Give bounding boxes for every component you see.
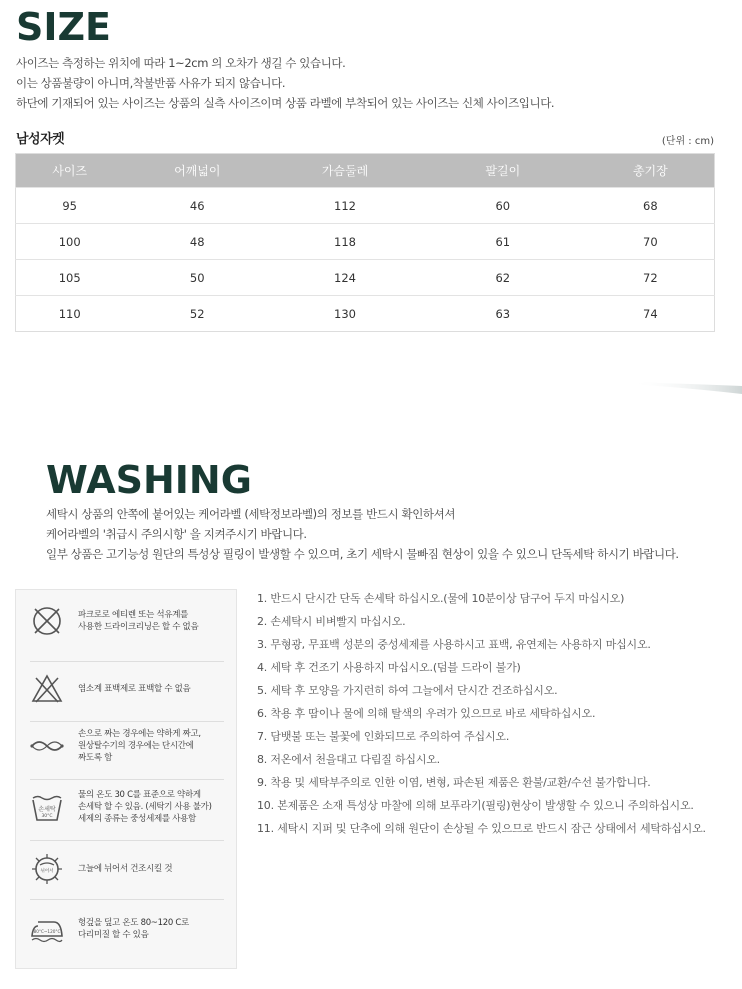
iron-cloth-icon bbox=[30, 912, 64, 946]
care-item bbox=[30, 789, 224, 825]
table-cell: 46 bbox=[123, 188, 271, 224]
instruction-item: 2. 손세탁시 비벼빨지 마십시오. bbox=[257, 615, 406, 628]
care-item bbox=[30, 604, 224, 638]
care-text: 헝겊을 덮고 온도 80~120 C로 다리미질 할 수 있음 bbox=[78, 918, 189, 940]
size-table bbox=[15, 153, 715, 332]
table-cell: 124 bbox=[271, 260, 419, 296]
instruction-item: 8. 저온에서 천을대고 다림질 하십시오. bbox=[257, 753, 440, 766]
table-cell: 60 bbox=[419, 188, 587, 224]
svg-text:30°C: 30°C bbox=[41, 814, 53, 819]
no-bleach-icon bbox=[30, 672, 64, 706]
table-cell: 110 bbox=[16, 296, 124, 332]
shade-dry-icon bbox=[30, 852, 64, 886]
table-cell: 63 bbox=[419, 296, 587, 332]
care-item bbox=[30, 912, 224, 946]
table-cell: 105 bbox=[16, 260, 124, 296]
care-item bbox=[30, 728, 224, 764]
instruction-item: 4. 세탁 후 건조기 사용하지 마십시오.(덤블 드라이 불가) bbox=[257, 661, 521, 674]
size-title: SIZE bbox=[16, 5, 112, 49]
divider bbox=[30, 840, 224, 841]
care-item bbox=[30, 852, 224, 886]
table-row bbox=[16, 188, 715, 224]
size-note: 하단에 기재되어 있는 사이즈는 상품의 실측 사이즈이며 상품 라벨에 부착되어 있는 사이즈는 신체 사이즈입니다. bbox=[16, 96, 555, 110]
divider bbox=[30, 661, 224, 662]
column-header: 가슴둘레 bbox=[271, 154, 419, 188]
table-cell: 68 bbox=[587, 188, 715, 224]
table-header-row bbox=[16, 154, 715, 188]
instruction-item: 7. 담뱃불 또는 불꽃에 인화되므로 주의하여 주십시오. bbox=[257, 730, 510, 743]
decorative-divider bbox=[630, 372, 742, 400]
care-text: 손으로 짜는 경우에는 약하게 짜고, 원상탈수기의 경우에는 단시간에 짜도록 함 bbox=[78, 729, 201, 763]
table-row bbox=[16, 224, 715, 260]
product-subtitle: 남성자켓 bbox=[16, 132, 65, 147]
column-header: 사이즈 bbox=[16, 154, 124, 188]
care-text: 파크로로 에티렌 또는 석유계를 사용한 드라이크리닝은 할 수 없음 bbox=[78, 610, 199, 632]
instruction-item: 9. 착용 및 세탁부주의로 인한 이염, 변형, 파손된 제품은 환불/교환/수선 불가합니다. bbox=[257, 776, 651, 789]
size-note: 이는 상품불량이 아니며,착불반품 사유가 되지 않습니다. bbox=[16, 76, 286, 90]
table-cell: 118 bbox=[271, 224, 419, 260]
size-note: 사이즈는 측정하는 위치에 따라 1~2cm 의 오차가 생길 수 있습니다. bbox=[16, 56, 346, 70]
svg-text:뉘어서: 뉘어서 bbox=[40, 869, 54, 874]
instruction-item: 1. 반드시 단시간 단독 손세탁 하십시오.(물에 10분이상 담구어 두지 마십시오) bbox=[257, 592, 625, 605]
table-cell: 130 bbox=[271, 296, 419, 332]
washing-instructions bbox=[257, 592, 717, 845]
washing-note: 일부 상품은 고기능성 원단의 특성상 필링이 발생할 수 있으며, 초기 세탁시 물빠짐 현상이 있을 수 있으니 단독세탁 하시기 바랍니다. bbox=[46, 547, 679, 561]
table-cell: 48 bbox=[123, 224, 271, 260]
hand-wring-icon bbox=[30, 729, 64, 763]
table-row bbox=[16, 296, 715, 332]
divider bbox=[30, 779, 224, 780]
instruction-item: 11. 세탁시 지퍼 및 단추에 의해 원단이 손상될 수 있으므로 반드시 잠근 상태에서 세탁하십시오. bbox=[257, 822, 706, 835]
care-item bbox=[30, 672, 224, 706]
column-header: 어깨넓이 bbox=[123, 154, 271, 188]
table-cell: 70 bbox=[587, 224, 715, 260]
table-cell: 112 bbox=[271, 188, 419, 224]
column-header: 총기장 bbox=[587, 154, 715, 188]
instruction-item: 5. 세탁 후 모양을 가지런히 하여 그늘에서 단시간 건조하십시오. bbox=[257, 684, 558, 697]
svg-text:손세탁: 손세탁 bbox=[38, 806, 56, 813]
table-cell: 74 bbox=[587, 296, 715, 332]
care-label-panel bbox=[15, 589, 237, 969]
care-text: 그늘에 뉘어서 건조시킬 것 bbox=[78, 864, 173, 874]
instruction-item: 3. 무형광, 무표백 성분의 중성세제를 사용하시고 표백, 유연제는 사용하지 마십시오. bbox=[257, 638, 651, 651]
table-cell: 100 bbox=[16, 224, 124, 260]
washing-title: WASHING bbox=[46, 458, 252, 502]
unit-label: (단위 : cm) bbox=[661, 136, 714, 147]
instruction-item: 6. 착용 후 땀이나 물에 의해 탈색의 우려가 있으므로 바로 세탁하십시오. bbox=[257, 707, 596, 720]
instruction-item: 10. 본제품은 소재 특성상 마찰에 의해 보푸라기(필링)현상이 발생할 수 있으니 주의하십시오. bbox=[257, 799, 694, 812]
no-dry-clean-icon bbox=[30, 604, 64, 638]
divider bbox=[30, 721, 224, 722]
column-header: 팔길이 bbox=[419, 154, 587, 188]
table-cell: 61 bbox=[419, 224, 587, 260]
divider bbox=[30, 899, 224, 900]
table-cell: 62 bbox=[419, 260, 587, 296]
hand-wash-30-icon bbox=[30, 790, 64, 824]
svg-text:80°C~120°C: 80°C~120°C bbox=[33, 929, 61, 934]
table-cell: 95 bbox=[16, 188, 124, 224]
table-cell: 72 bbox=[587, 260, 715, 296]
table-cell: 52 bbox=[123, 296, 271, 332]
table-cell: 50 bbox=[123, 260, 271, 296]
care-text: 염소계 표백제로 표백할 수 없음 bbox=[78, 684, 191, 694]
care-text: 물의 온도 30 C를 표준으로 약하게 손세탁 할 수 있음. (세탁기 사용 불가) 세제의 종류는 중성세제를 사용함 bbox=[78, 790, 212, 824]
table-row bbox=[16, 260, 715, 296]
washing-note: 케어라벨의 '취급시 주의시항' 을 지켜주시기 바랍니다. bbox=[46, 527, 307, 541]
washing-note: 세탁시 상품의 안쪽에 붙어있는 케어라벨 (세탁정보라벨)의 정보를 반드시 확인하셔셔 bbox=[46, 507, 456, 521]
